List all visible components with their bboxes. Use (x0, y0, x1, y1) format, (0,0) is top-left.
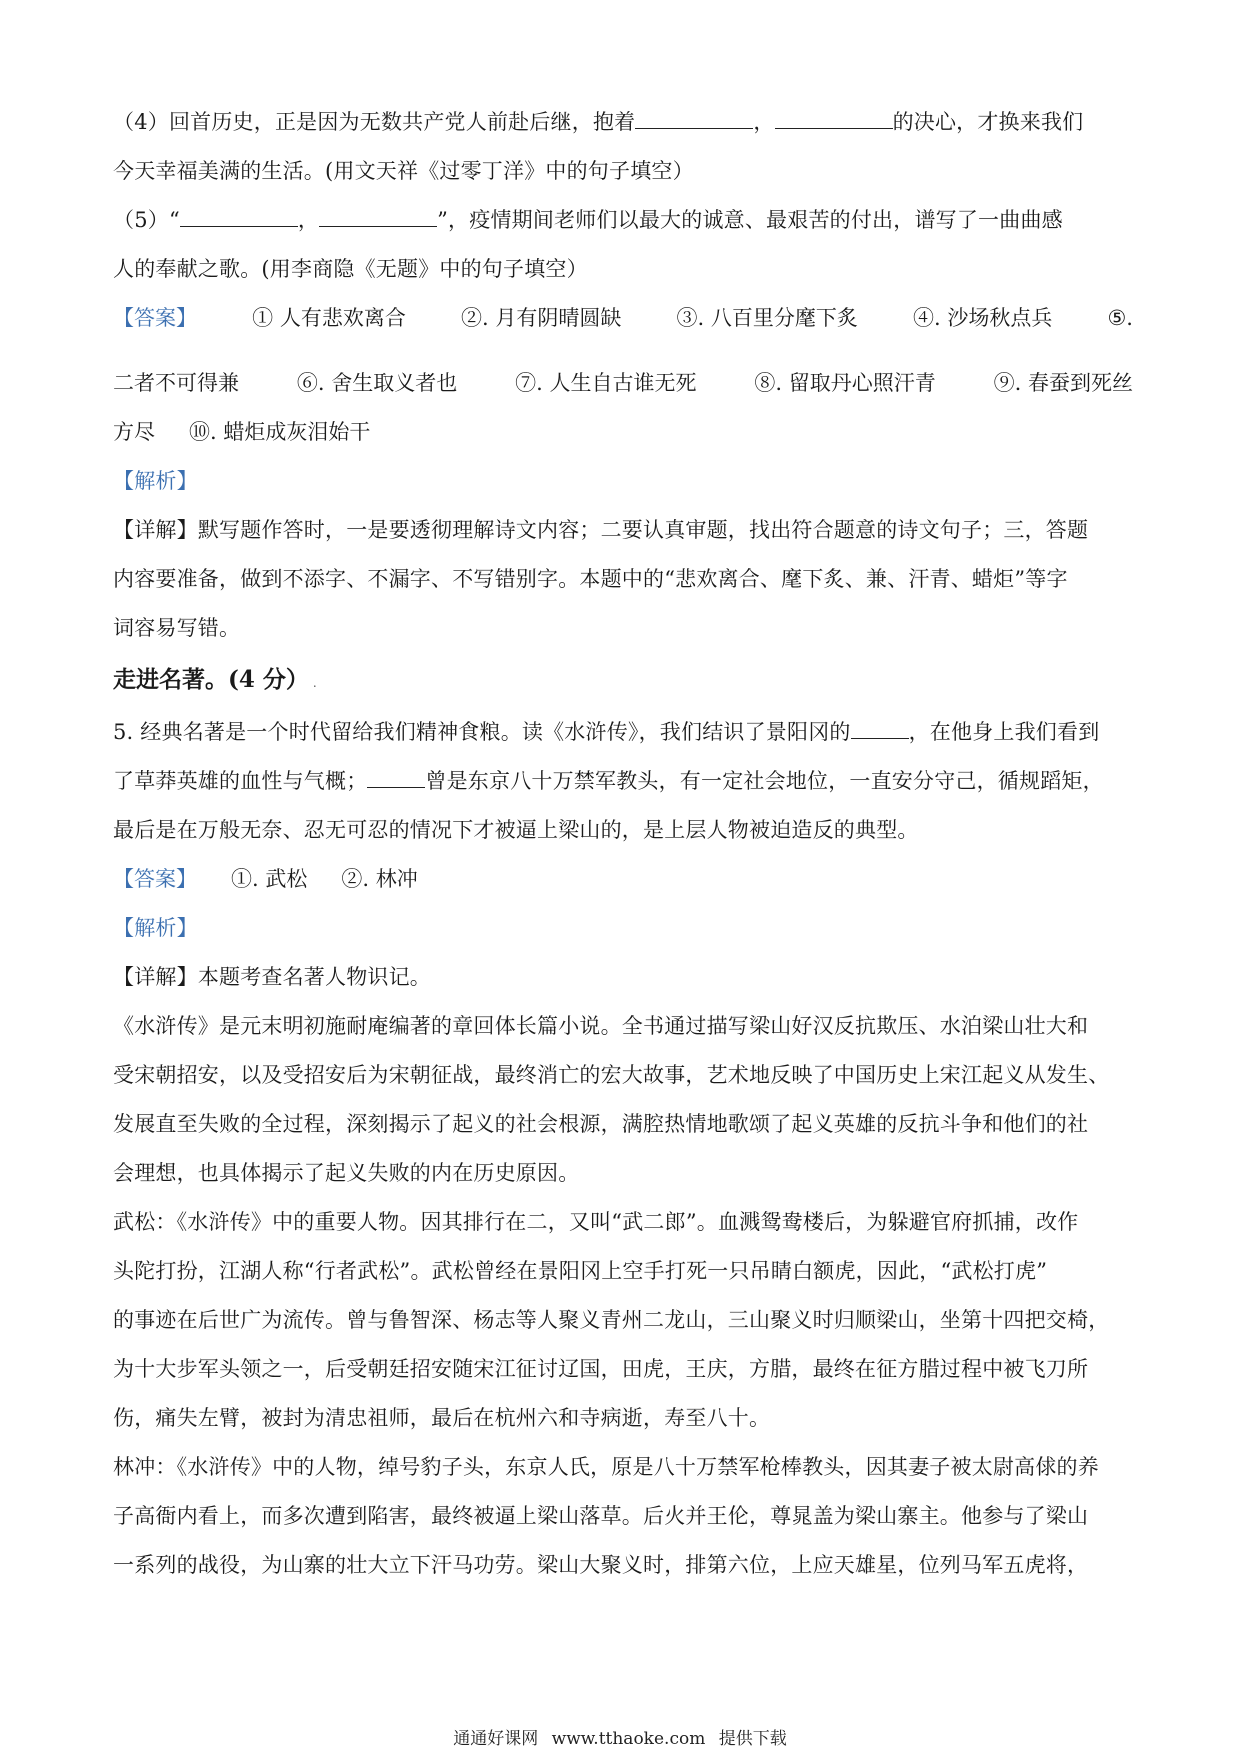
answer-row-2 (113, 359, 1133, 408)
question-five-line3: 最后是在万般无奈、忍无可忍的情况下才被逼上梁山的，是上层人物被迫造反的典型。 (113, 818, 919, 842)
answer-item: ①. 武松 (231, 867, 308, 891)
para2-line: 头陀打扮，江湖人称“行者武松”。武松曾经在景阳冈上空手打死一只吊睛白额虎，因此，“武松打虎” (113, 1259, 1048, 1283)
question-5-line1 (113, 196, 1133, 245)
answer-item: ⑧. 留取丹心照汗青 (754, 371, 936, 395)
question-4-line1 (113, 98, 1133, 147)
para1-line: 会理想，也具体揭示了起义失败的内在历史原因。 (113, 1161, 580, 1185)
answer-item: ⑨. 春蚕到死丝 (993, 371, 1133, 395)
fill-blank (775, 106, 893, 129)
answer-item: ③. 八百里分麾下炙 (676, 306, 858, 330)
analysis-tag: 【解析】 (113, 916, 198, 940)
question-4-text-end: 的决心，才换来我们 (892, 110, 1084, 134)
para2-line: 的事迹在后世广为流传。曾与鲁智深、杨志等人聚义青州二龙山，三山聚义时归顺梁山，坐第十四把交椅， (113, 1308, 1110, 1332)
answer-item: 二者不可得兼 (113, 371, 239, 395)
para1-line: 发展直至失败的全过程，深刻揭示了起义的社会根源，满腔热情地歌颂了起义英雄的反抗斗争和他们的社 (113, 1112, 1089, 1136)
answer-row-3 (113, 408, 1133, 457)
question-five-line1 (113, 708, 1133, 757)
section-heading (113, 655, 1133, 708)
answer-item: ⑦. 人生自古谁无死 (515, 371, 697, 395)
question-4-text: （4）回首历史，正是因为无数共产党人前赴后继，抱着 (113, 110, 636, 134)
para1-line: 《水浒传》是元末明初施耐庵编著的章回体长篇小说。全书通过描写梁山好汉反抗欺压、水泊梁山壮大和 (113, 1014, 1089, 1038)
question-5-line2: 人的奉献之歌。(用李商隐《无题》中的句子填空） (113, 257, 588, 281)
footer-site-name: 通通好课网 (453, 1729, 539, 1749)
fill-blank (180, 204, 298, 227)
page-footer (0, 1728, 1240, 1750)
detail-text: 默写题作答时，一是要透彻理解诗文内容；二要认真审题，找出符合题意的诗文句子；三，答题 (197, 518, 1089, 542)
question-five-text: 曾是东京八十万禁军教头，有一定社会地位，一直安分守己，循规蹈矩， (425, 769, 1104, 793)
answer-item: 方尽 (113, 420, 155, 444)
answer-item: ④. 沙场秋点兵 (912, 306, 1053, 330)
section-heading-text: 走进名著。(4 分） (113, 666, 309, 693)
fill-blank (851, 716, 909, 739)
question-4-line2: 今天幸福美满的生活。(用文天祥《过零丁洋》中的句子填空） (113, 159, 694, 183)
question-five-text: ，在他身上我们看到 (908, 720, 1100, 744)
spacer (113, 343, 1133, 359)
fill-blank (635, 106, 753, 129)
fill-blank (319, 204, 437, 227)
answer-item: ⑩. 蜡炬成灰泪始干 (189, 420, 371, 444)
footer-url-link[interactable]: www.tthaoke.com (551, 1729, 706, 1749)
question-five-text: 了草莽英雄的血性与气概； (113, 769, 368, 793)
detail-line-1 (113, 506, 1133, 555)
answer-item: ⑥. 舍生取义者也 (296, 371, 458, 395)
analysis-tag: 【解析】 (113, 469, 198, 493)
para3-line: 一系列的战役，为山寨的壮大立下汗马功劳。梁山大聚义时，排第六位，上应天雄星，位列马军五虎将， (113, 1553, 1089, 1577)
para2-line: 为十大步军头领之一，后受朝廷招安随宋江征讨辽国，田虎，王庆，方腊，最终在征方腊过程中被飞刀所 (113, 1357, 1089, 1381)
para1-line: 受宋朝招安，以及受招安后为宋朝征战，最终消亡的宏大故事，艺术地反映了中国历史上宋江起义从发生、 (113, 1063, 1110, 1087)
question-5-text: （5）“ (113, 208, 180, 232)
comma: ， (753, 110, 775, 134)
question-five-text: 5. 经典名著是一个时代留给我们精神食粮。读《水浒传》，我们结识了景阳冈的 (113, 720, 851, 744)
para2-line: 武松：《水浒传》中的重要人物。因其排行在二，又叫“武二郎”。血溅鸳鸯楼后，为躲避官府抓捕，改作 (113, 1210, 1079, 1234)
answer-item: ⑤. (1107, 306, 1133, 330)
stray-dot: . (312, 676, 317, 690)
answer-row-names (113, 855, 1133, 904)
detail-line (113, 953, 1133, 1002)
question-5-text-end: ”，疫情期间老师们以最大的诚意、最艰苦的付出，谱写了一曲曲感 (437, 208, 1063, 232)
para2-line: 伤，痛失左臂，被封为清忠祖师，最后在杭州六和寺病逝，寿至八十。 (113, 1406, 771, 1430)
para3-line: 子高衙内看上，而多次遭到陷害，最终被逼上梁山落草。后火并王伦，尊晁盖为梁山寨主。他参与了梁山 (113, 1504, 1089, 1528)
fill-blank (367, 765, 425, 788)
question-five-line2 (113, 757, 1133, 806)
comma: ， (297, 208, 320, 232)
detail-text: 本题考查名著人物识记。 (197, 965, 432, 989)
detail-tag: 【详解】 (113, 518, 198, 542)
detail-tag: 【详解】 (113, 965, 198, 989)
answer-row-1 (113, 294, 1133, 343)
footer-suffix: 提供下载 (718, 1729, 787, 1749)
detail-line-3: 词容易写错。 (113, 616, 241, 640)
answer-item: ① 人有悲欢离合 (252, 306, 406, 330)
answer-tag: 【答案】 (113, 306, 197, 330)
document-content (113, 98, 1133, 1590)
detail-line-2: 内容要准备，做到不添字、不漏字、不写错别字。本题中的“悲欢离合、麾下炙、兼、汗青、蜡炬”等字 (113, 567, 1068, 591)
answer-item: ②. 林冲 (341, 867, 418, 891)
para3-line: 林冲：《水浒传》中的人物，绰号豹子头，东京人氏，原是八十万禁军枪棒教头，因其妻子被太尉高俅的养 (113, 1455, 1099, 1479)
answer-item: ②. 月有阴晴圆缺 (460, 306, 622, 330)
answer-tag: 【答案】 (113, 867, 197, 891)
